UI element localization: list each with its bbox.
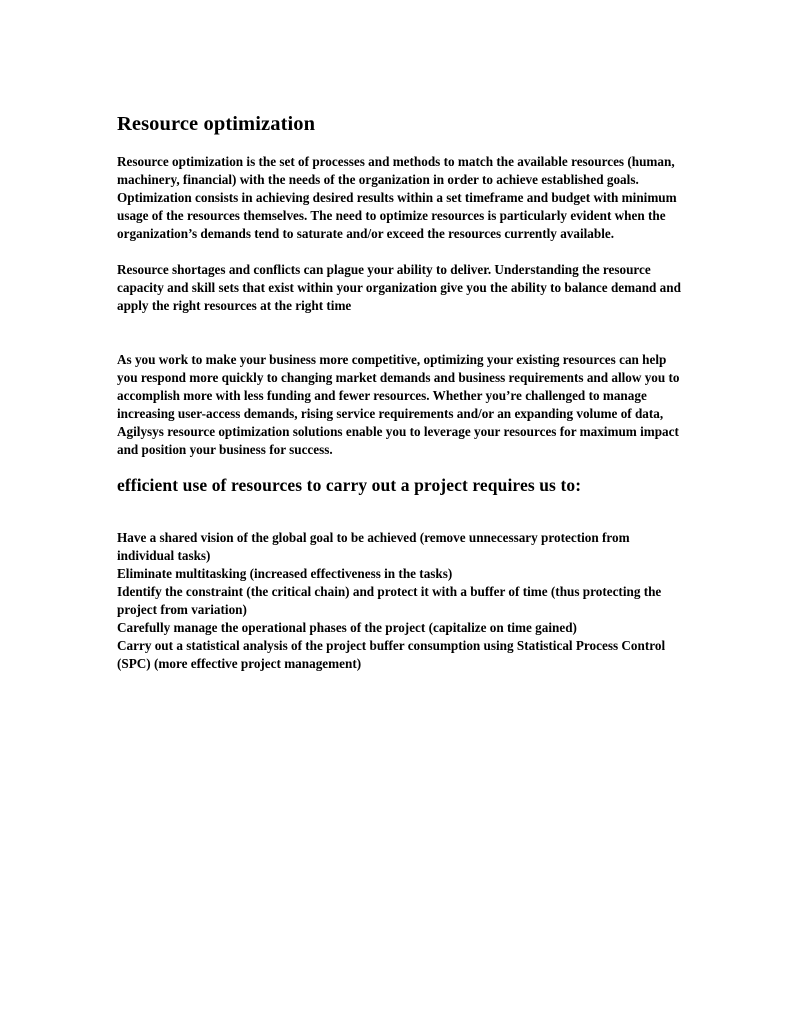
requirements-list: [117, 529, 682, 673]
list-item: Carefully manage the operational phases of the project (capitalize on time gained): [117, 620, 577, 635]
page-title: Resource optimization: [117, 113, 316, 135]
list-item: Have a shared vision of the global goal to be achieved (remove unnecessary protection from individual tasks): [117, 530, 630, 563]
paragraph-shortages: Resource shortages and conflicts can plague your ability to deliver. Understanding the resource capacity and skill sets that exist within your organization give you the ability to balance demand and apply the right resources at the right time: [117, 262, 681, 313]
paragraph-competitive: As you work to make your business more competitive, optimizing your existing resources can help you respond more quickly to changing market demands and business requirements and allow you to accomplish more with less funding and fewer resources. Whether you’re challenged to manage increasing user-access demands, rising service requirements and/or an expanding volume of data, Agilysys resource optimization solutions enable you to leverage your resources for maximum impact and position your business for success.: [117, 352, 680, 457]
paragraph-definition: Resource optimization is the set of processes and methods to match the available resources (human, machinery, financial) with the needs of the organization in order to achieve established goals. Optimization consists in achieving desired results within a set timeframe and budget with minimum usage of the resources themselves. The need to optimize resources is particularly evident when the organization’s demands tend to saturate and/or exceed the resources currently available.: [117, 154, 677, 241]
section-subheading: efficient use of resources to carry out a project requires us to:: [117, 475, 582, 495]
list-item: Carry out a statistical analysis of the project buffer consumption using Statistical Process Control (SPC) (more effective project management): [117, 638, 666, 671]
document-content: [117, 112, 682, 673]
list-item: Eliminate multitasking (increased effectiveness in the tasks): [117, 566, 453, 581]
list-item: Identify the constraint (the critical chain) and protect it with a buffer of time (thus protecting the project from variation): [117, 584, 662, 617]
